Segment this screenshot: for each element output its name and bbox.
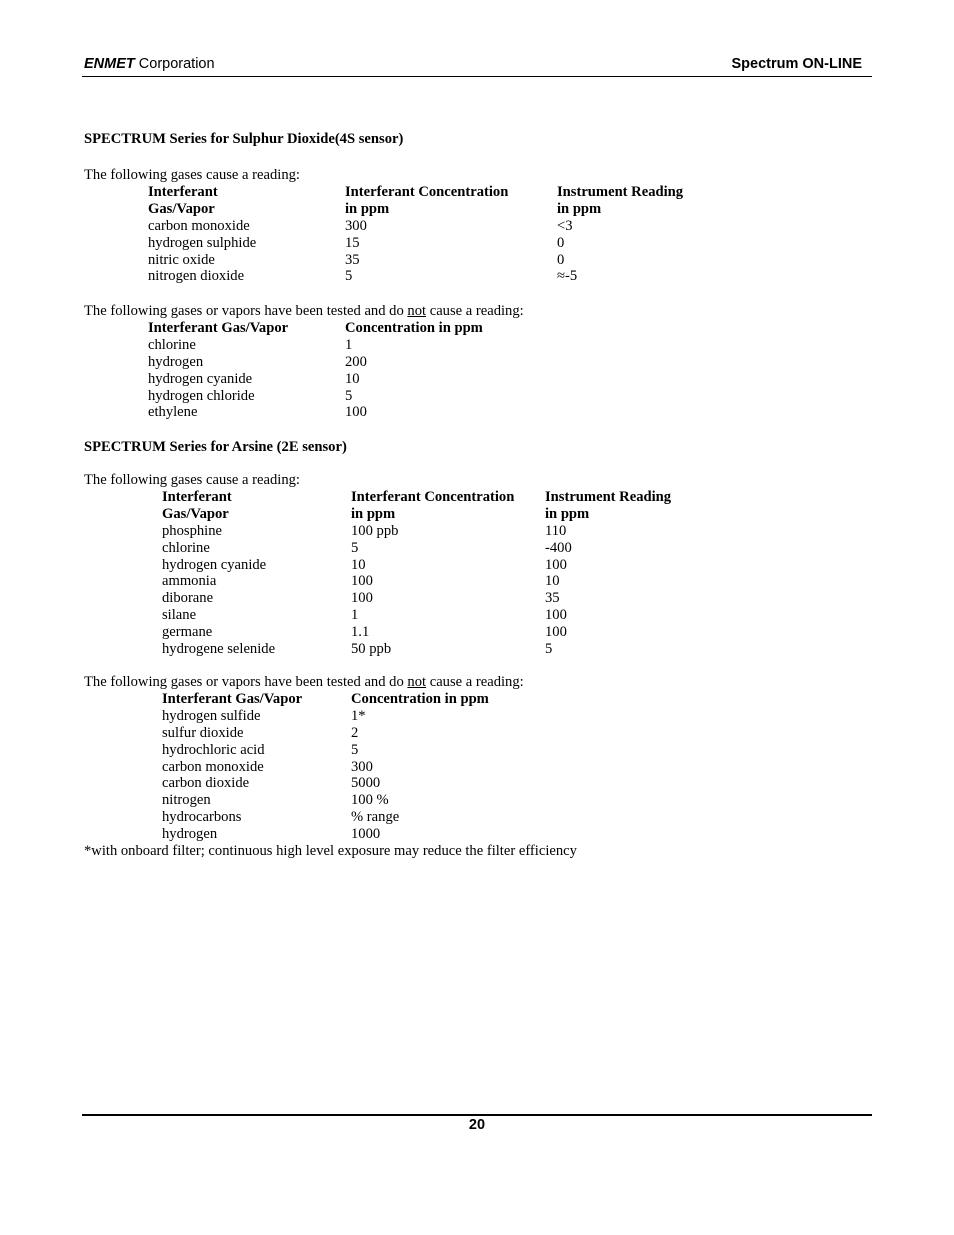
intro2-text-end: cause a reading: [426, 674, 524, 690]
table-cell: 50 ppb [351, 641, 392, 658]
table-cell: -400 [545, 539, 572, 556]
table-cell: 0 [557, 234, 565, 251]
intro2-text: The following gases or vapors have been tested and do [84, 303, 408, 319]
table-cell: 300 [351, 758, 373, 775]
page-header [84, 56, 870, 76]
table-cell: 5000 [351, 775, 381, 792]
section1-title: SPECTRUM Series for Sulphur Dioxide(4S sensor) [84, 131, 404, 147]
footnote: *with onboard filter; continuous high level exposure may reduce the filter efficiency [84, 843, 577, 859]
table-cell: 200 [345, 353, 367, 370]
s2t1-header-gas-2: Gas/Vapor [162, 505, 229, 522]
table-cell: 35 [345, 251, 360, 268]
table-cell: 15 [345, 234, 360, 251]
intro2-emphasis: not [407, 674, 427, 690]
table-cell: 0 [557, 251, 565, 268]
company-suffix: Corporation [134, 56, 215, 72]
s1t2-header-gas: Interferant Gas/Vapor [148, 320, 289, 336]
table-cell: 100 % [351, 792, 389, 809]
s1t2-col-conc [345, 320, 483, 421]
company-name [84, 56, 215, 72]
section2-title: SPECTRUM Series for Arsine (2E sensor) [84, 439, 347, 455]
table-cell: hydrogen sulfide [162, 707, 261, 724]
table-cell: hydrogen cyanide [162, 556, 267, 573]
table-cell: 300 [345, 217, 367, 234]
table-cell: 10 [345, 370, 360, 387]
table-cell: 110 [545, 522, 567, 539]
s2t1-col-conc [351, 489, 514, 658]
section1-intro: The following gases cause a reading: [84, 167, 300, 183]
s1t1-col-reading [557, 184, 683, 285]
table-cell: 100 [351, 590, 373, 607]
table-cell: chlorine [162, 539, 210, 556]
s1t1-header-conc-2: in ppm [345, 200, 390, 217]
s1t1-header-reading-1: Instrument Reading [557, 184, 684, 200]
table-cell: 100 [545, 624, 567, 641]
s2t1-col-reading [545, 489, 671, 658]
table-cell: hydrogen cyanide [148, 370, 253, 387]
table-cell: hydrogene selenide [162, 641, 276, 658]
table-cell: carbon monoxide [162, 758, 264, 775]
table-cell: 1.1 [351, 624, 370, 641]
s1t1-col-conc [345, 184, 508, 285]
table-cell: silane [162, 607, 197, 624]
table-cell: 5 [545, 641, 553, 658]
table-cell: 100 [351, 573, 373, 590]
table-cell: carbon dioxide [162, 775, 250, 792]
table-cell: 10 [351, 556, 366, 573]
s1t1-header-gas-1: Interferant [148, 184, 218, 200]
table-cell: hydrogen [148, 353, 204, 370]
table-cell: hydrochloric acid [162, 741, 265, 758]
table-cell: nitrogen [162, 792, 211, 809]
table-cell: 1* [351, 707, 366, 724]
s1t1-header-gas-2: Gas/Vapor [148, 200, 215, 217]
table-cell: <3 [557, 217, 573, 234]
company-brand: ENMET [84, 56, 135, 72]
table-cell: 100 [545, 607, 567, 624]
s2t1-header-reading-2: in ppm [545, 505, 590, 522]
table-cell: carbon monoxide [148, 217, 250, 234]
header-rule [82, 76, 872, 77]
s2t1-header-conc-2: in ppm [351, 505, 396, 522]
s2t2-col-conc [351, 691, 489, 843]
table-cell: 1 [345, 336, 353, 353]
table-cell: 100 [545, 556, 567, 573]
table-cell: 5 [351, 741, 359, 758]
s2t2-col-gas [162, 691, 302, 843]
footer-rule [82, 1114, 872, 1116]
intro2-text-end: cause a reading: [426, 303, 524, 319]
s1t1-header-reading-2: in ppm [557, 200, 602, 217]
table-cell: 35 [545, 590, 560, 607]
table-cell: 1 [351, 607, 359, 624]
table-cell: nitric oxide [148, 251, 215, 268]
table-cell: 5 [345, 268, 353, 285]
table-cell: % range [351, 809, 400, 826]
table-cell: 100 [345, 404, 367, 421]
s2t1-header-conc-1: Interferant Concentration [351, 489, 515, 505]
s1t1-col-gas [148, 184, 256, 285]
s2t1-header-reading-1: Instrument Reading [545, 489, 672, 505]
table-cell: 10 [545, 573, 560, 590]
table-cell: 5 [351, 539, 359, 556]
table-cell: hydrogen [162, 826, 218, 843]
intro2-emphasis: not [407, 303, 427, 319]
page-number: 20 [468, 1117, 486, 1133]
table-cell: sulfur dioxide [162, 724, 244, 741]
s1t1-header-conc-1: Interferant Concentration [345, 184, 509, 200]
s1t2-col-gas [148, 320, 288, 421]
table-cell: 2 [351, 724, 359, 741]
table-cell: hydrocarbons [162, 809, 242, 826]
product-name: Spectrum ON-LINE [731, 56, 862, 72]
table-cell: hydrogen sulphide [148, 234, 257, 251]
table-cell: 100 ppb [351, 522, 399, 539]
section1-intro2 [84, 303, 524, 320]
table-cell: ethylene [148, 404, 198, 421]
s2t2-header-conc: Concentration in ppm [351, 691, 489, 707]
table-cell: nitrogen dioxide [148, 268, 245, 285]
s1t2-header-conc: Concentration in ppm [345, 320, 483, 336]
table-cell: germane [162, 624, 213, 641]
s2t2-header-gas: Interferant Gas/Vapor [162, 691, 303, 707]
s2t1-header-gas-1: Interferant [162, 489, 232, 505]
s2t1-col-gas [162, 489, 275, 658]
table-cell: chlorine [148, 336, 196, 353]
table-cell: 5 [345, 387, 353, 404]
table-cell: phosphine [162, 522, 222, 539]
table-cell: 1000 [351, 826, 381, 843]
table-cell: hydrogen chloride [148, 387, 255, 404]
table-cell: ≈-5 [557, 268, 578, 285]
section2-intro2 [84, 674, 524, 691]
table-cell: diborane [162, 590, 214, 607]
intro2-text: The following gases or vapors have been tested and do [84, 674, 408, 690]
section2-intro: The following gases cause a reading: [84, 472, 300, 488]
table-cell: ammonia [162, 573, 217, 590]
